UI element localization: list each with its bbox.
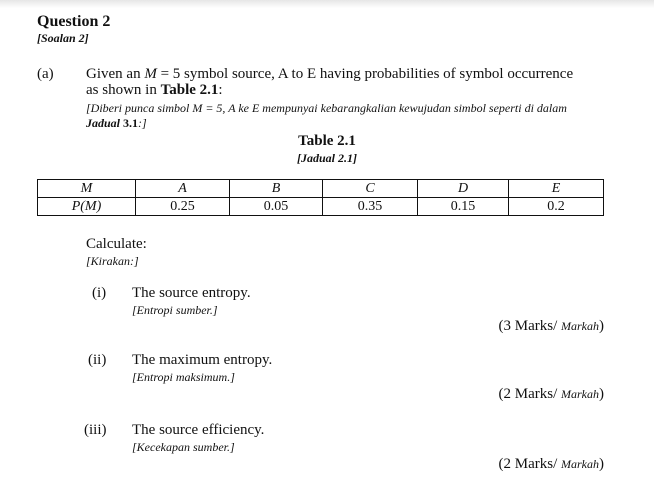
part-a-text-line1	[86, 66, 573, 83]
table-cell: 0.2	[509, 198, 604, 216]
part-a-malay-line2	[86, 116, 147, 131]
subpart-iii-marks	[499, 456, 605, 473]
table-cell: 0.25	[136, 198, 230, 216]
subpart-ii-text: The maximum entropy.	[132, 352, 273, 368]
calculate-label: Calculate:	[86, 236, 147, 252]
subpart-ii-number: (ii)	[88, 352, 107, 368]
table-title-malay: [Jadual 2.1]	[297, 151, 357, 165]
question-title: Question 2	[37, 13, 111, 30]
marks-close: )	[599, 318, 604, 334]
table-cell: D	[418, 180, 509, 198]
marks-text: (2 Marks/	[498, 456, 561, 472]
marks-malay: Markah	[561, 457, 599, 471]
table-cell: B	[230, 180, 323, 198]
table-reference-number: 3.1	[120, 116, 139, 130]
table-cell: C	[323, 180, 418, 198]
variable-m: M	[144, 66, 157, 82]
table-cell: P(M)	[38, 198, 136, 216]
subpart-i-malay: [Entropi sumber.]	[132, 303, 218, 317]
marks-malay: Markah	[561, 319, 599, 333]
text-fragment: Given an	[86, 66, 145, 82]
table-reference-malay: Jadual	[86, 116, 121, 130]
subpart-iii-number: (iii)	[84, 422, 107, 438]
text-fragment: :]	[138, 116, 147, 130]
subpart-ii-marks	[499, 386, 605, 403]
marks-malay: Markah	[561, 387, 599, 401]
marks-text: (2 Marks/	[498, 386, 561, 402]
table-row	[38, 198, 604, 216]
table-title: Table 2.1	[298, 133, 356, 149]
marks-close: )	[599, 456, 604, 472]
page-top-shadow	[0, 0, 654, 8]
table-cell: 0.35	[323, 198, 418, 216]
question-title-malay: [Soalan 2]	[37, 31, 89, 45]
subpart-ii-malay: [Entropi maksimum.]	[132, 370, 235, 384]
text-fragment: = 5 symbol source, A to E having probabilities of symbol occurrence	[156, 66, 574, 82]
subpart-i-number: (i)	[92, 285, 107, 301]
part-a-label: (a)	[37, 66, 54, 82]
table-reference: Table 2.1	[160, 82, 219, 98]
table-cell: A	[136, 180, 230, 198]
part-a-malay-line1: [Diberi punca simbol M = 5, A ke E mempunyai kebarangkalian kewujudan simbol seperti di dalam	[86, 101, 567, 115]
table-cell: E	[509, 180, 604, 198]
marks-close: )	[599, 386, 604, 402]
subpart-i-text: The source entropy.	[132, 285, 251, 301]
table-header-row	[38, 180, 604, 198]
text-fragment: as shown in	[86, 82, 161, 98]
marks-text: (3 Marks/	[498, 318, 561, 334]
table-cell: 0.15	[418, 198, 509, 216]
part-a-text-line2	[86, 82, 223, 99]
subpart-i-marks	[499, 318, 605, 335]
text-fragment: :	[218, 82, 223, 98]
subpart-iii-malay: [Kecekapan sumber.]	[132, 440, 235, 454]
calculate-label-malay: [Kirakan:]	[86, 254, 139, 268]
subpart-iii-text: The source efficiency.	[132, 422, 265, 438]
table-cell: 0.05	[230, 198, 323, 216]
probability-table	[37, 179, 604, 216]
table-cell: M	[38, 180, 136, 198]
